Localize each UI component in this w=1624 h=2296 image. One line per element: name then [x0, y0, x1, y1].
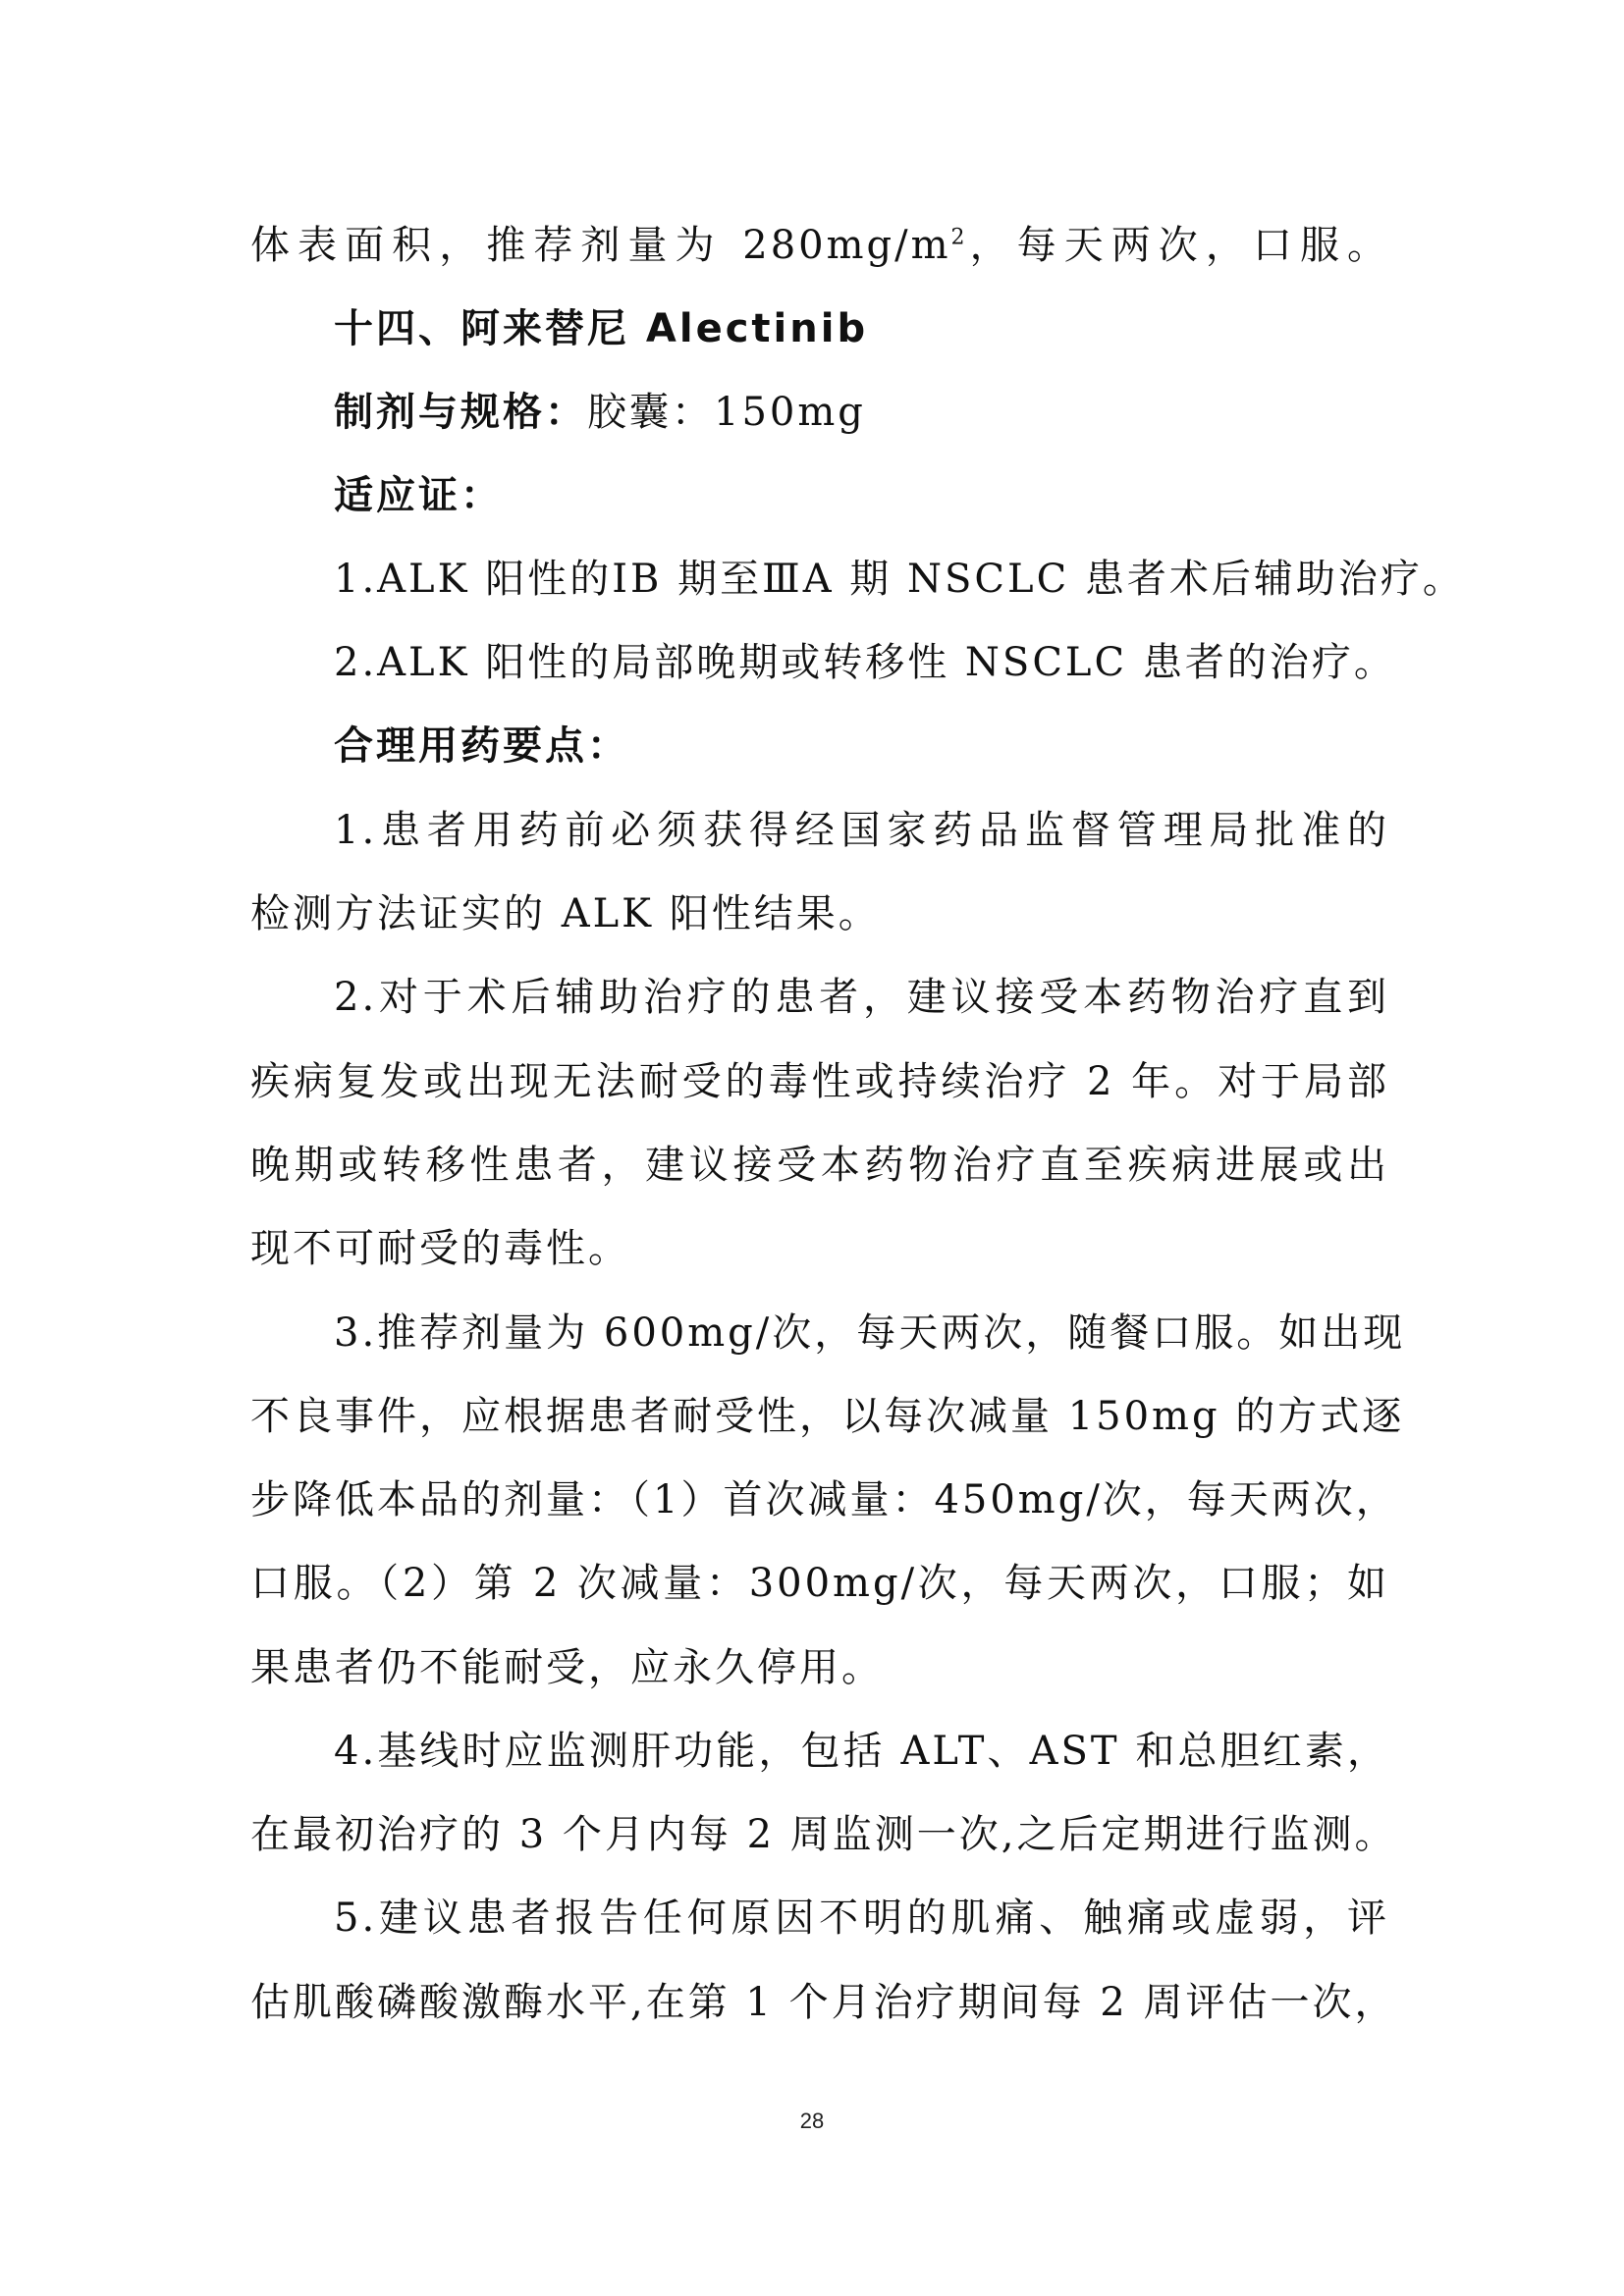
key-point-line: 疾病复发或出现无法耐受的毒性或持续治疗 2 年。对于局部 [250, 1059, 1389, 1104]
indication-item: 2.ALK 阳性的局部晚期或转移性 NSCLC 患者的治疗。 [334, 640, 1396, 685]
formulation-line [334, 385, 1389, 440]
formulation-label: 制剂与规格： [334, 390, 587, 435]
key-point-line: 果患者仍不能耐受，应永久停用。 [250, 1645, 884, 1690]
formulation-value: 胶囊：150mg [587, 390, 866, 435]
key-point-line: 步降低本品的剂量：（1）首次减量：450mg/次，每天两次， [250, 1477, 1398, 1522]
continuation-text-end: ，每天两次，口服。 [964, 223, 1389, 268]
continuation-text: 体表面积，推荐剂量为 280mg/m [250, 223, 951, 268]
continuation-line [250, 218, 1389, 273]
key-point-line: 晚期或转移性患者，建议接受本药物治疗直至疾病进展或出 [250, 1143, 1389, 1188]
key-point-line: 不良事件，应根据患者耐受性，以每次减量 150mg 的方式逐 [250, 1394, 1405, 1439]
key-point-line: 现不可耐受的毒性。 [250, 1226, 630, 1271]
key-point-line: 在最初治疗的 3 个月内每 2 周监测一次,之后定期进行监测。 [250, 1812, 1397, 1857]
key-point-line: 估肌酸磷酸激酶水平,在第 1 个月治疗期间每 2 周评估一次， [250, 1980, 1397, 2025]
section-heading: 十四、阿来替尼 Alectinib [334, 306, 869, 351]
key-point-line: 1.患者用药前必须获得经国家药品监督管理局批准的 [334, 808, 1389, 853]
key-point-line: 2.对于术后辅助治疗的患者，建议接受本药物治疗直到 [334, 975, 1389, 1020]
indications-heading: 适应证： [334, 473, 503, 518]
key-point-line: 3.推荐剂量为 600mg/次，每天两次，随餐口服。如出现 [334, 1310, 1406, 1356]
key-point-line: 口服。（2）第 2 次减量：300mg/次，每天两次，口服；如 [250, 1561, 1389, 1606]
key-point-line: 4.基线时应监测肝功能，包括 ALT、AST 和总胆红素， [334, 1729, 1389, 1774]
key-point-line: 5.建议患者报告任何原因不明的肌痛、触痛或虚弱，评 [334, 1896, 1389, 1941]
indication-item: 1.ALK 阳性的ⅠB 期至ⅢA 期 NSCLC 患者术后辅助治疗。 [334, 557, 1465, 602]
page-number: 28 [799, 2109, 825, 2133]
superscript-2: 2 [950, 225, 965, 250]
key-points-heading: 合理用药要点： [334, 723, 629, 769]
key-point-line: 检测方法证实的 ALK 阳性结果。 [250, 891, 881, 936]
